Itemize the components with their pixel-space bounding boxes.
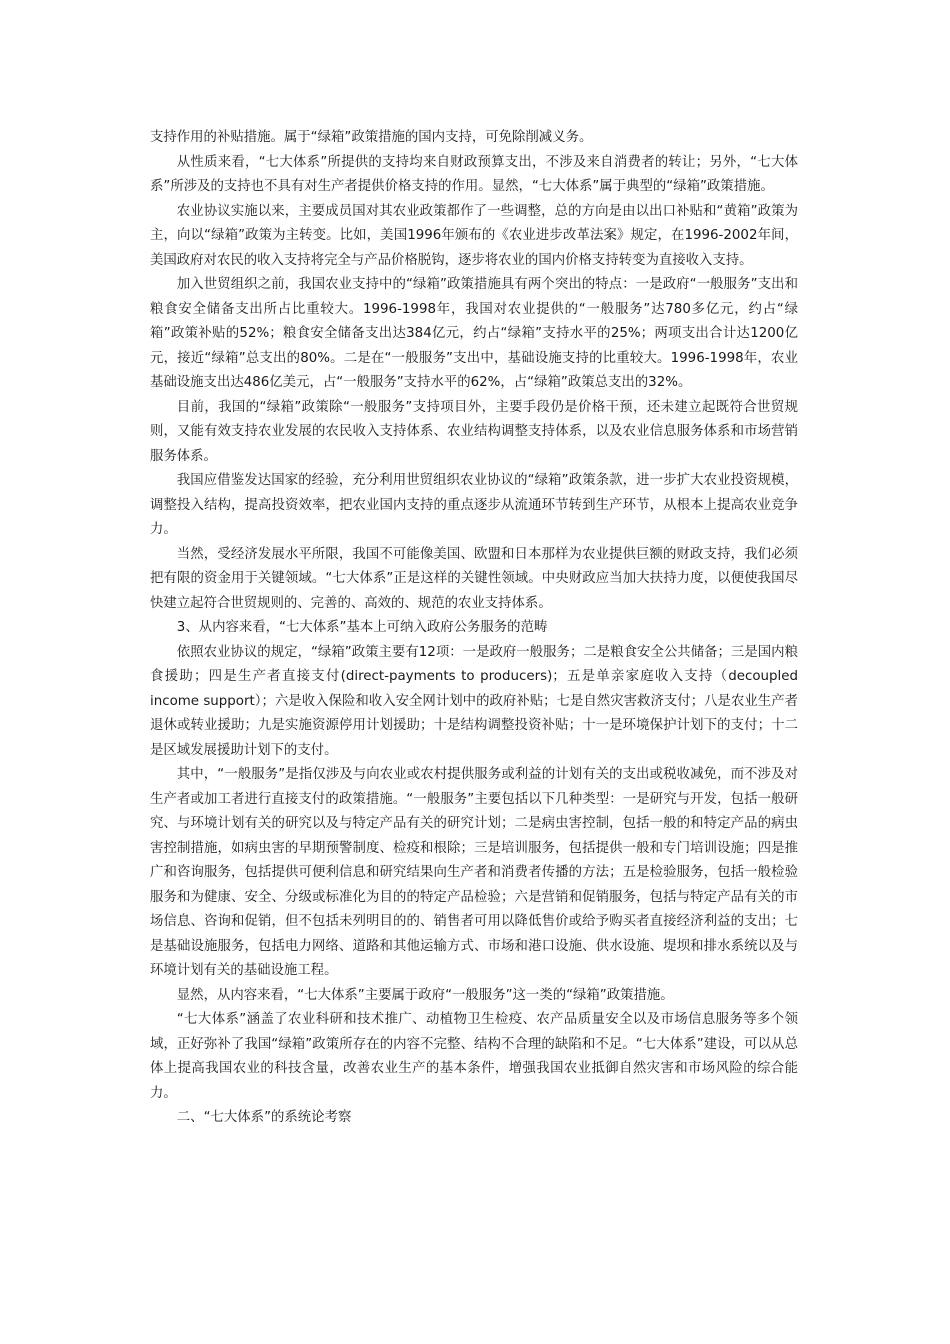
- paragraph-3: 农业协议实施以来，主要成员国对其农业政策都作了一些调整，总的方向是由以出口补贴和“黄箱”政策为主，向以“绿箱”政策为主转变。比如，美国1996年颁布的《农业进步改革法案》规定，在1996-2002年间，美国政府对农民的收入支持将完全与产品价格脱钩，逐步将农业的国内价格支持转变为直接收入支持。: [150, 203, 798, 268]
- paragraph-5: 目前，我国的“绿箱”政策除“一般服务”支持项目外，主要手段仍是价格干预，还未建立起既符合世贸规则，又能有效支持农业发展的农民收入支持体系、农业结构调整支持体系，以及农业信息服务体系和市场营销服务体系。: [150, 399, 798, 464]
- paragraph-4: 加入世贸组织之前，我国农业支持中的“绿箱”政策措施具有两个突出的特点：一是政府“一般服务”支出和粮食安全储备支出所占比重较大。1996-1998年，我国对农业提供的“一般服务”达780多亿元，约占“绿箱”政策补贴的52%；粮食安全储备支出达384亿元，约占“绿箱”支持水平的25%；两项支出合计达1200亿元，接近“绿箱”总支出的80%。二是在“一般服务”支出中，基础设施支持的比重较大。1996-1998年，农业基础设施支出达486亿美元，占“一般服务”支持水平的62%，占“绿箱”政策总支出的32%。: [150, 277, 798, 390]
- document-page: [150, 126, 798, 1131]
- paragraph-12: “七大体系”涵盖了农业科研和技术推广、动植物卫生检疫、农产品质量安全以及市场信息服务等多个领域，正好弥补了我国“绿箱”政策所存在的内容不完整、结构不合理的缺陷和不足。“七大体系”建设，可以从总体上提高我国农业的科技含量，改善农业生产的基本条件，增强我国农业抵御自然灾害和市场风险的综合能力。: [150, 1012, 798, 1101]
- paragraph-10: 其中，“一般服务”是指仅涉及与向农业或农村提供服务或利益的计划有关的支出或税收减免，而不涉及对生产者或加工者进行直接支付的政策措施。“一般服务”主要包括以下几种类型：一是研究与开发，包括一般研究、与环境计划有关的研究以及与特定产品有关的研究计划；二是病虫害控制，包括一般的和特定产品的病虫害控制措施，如病虫害的早期预警制度、检疫和根除；三是培训服务，包括提供一般和专门培训设施；四是推广和咨询服务，包括提供可便利信息和研究结果向生产者和消费者传播的方法；五是检验服务，包括一般检验服务和为健康、安全、分级或标准化为目的的特定产品检验；六是营销和促销服务，包括与特定产品有关的市场信息、咨询和促销，但不包括未列明目的的、销售者可用以降低售价或给予购买者直接经济利益的支出；七是基础设施服务，包括电力网络、道路和其他运输方式、市场和港口设施、供水设施、堤坝和排水系统以及与环境计划有关的基础设施工程。: [150, 767, 798, 978]
- section-heading-2: 二、“七大体系”的系统论考察: [176, 1110, 352, 1125]
- paragraph-11: 显然，从内容来看，“七大体系”主要属于政府“一般服务”这一类的“绿箱”政策措施。: [176, 987, 674, 1003]
- section-heading-3: 3、从内容来看，“七大体系”基本上可纳入政府公务服务的范畴: [176, 620, 548, 635]
- paragraph-1: 支持作用的补贴措施。属于“绿箱”政策措施的国内支持，可免除削减义务。: [150, 130, 593, 145]
- paragraph-9: 依照农业协议的规定，“绿箱”政策主要有12项：一是政府一般服务；二是粮食安全公共储备；三是国内粮食援助；四是生产者直接支付(direct-payments to producers)；五是单亲家庭收入支持（decoupled income support）；六是收入保险和收入安全网计划中的政府补贴；七是自然灾害救济支付；八是农业生产者退休或转业援助；九是实施资源停用计划援助；十是结构调整投资补贴；十一是环境保护计划下的支付；十二是区域发展援助计划下的支付。: [150, 644, 798, 758]
- paragraph-7: 当然，受经济发展水平所限，我国不可能像美国、欧盟和日本那样为农业提供巨额的财政支持，我们必须把有限的资金用于关键领域。“七大体系”正是这样的关键性领域。中央财政应当加大扶持力度，以便使我国尽快建立起符合世贸规则的、完善的、高效的、规范的农业支持体系。: [150, 546, 798, 611]
- paragraph-6: 我国应借鉴发达国家的经验，充分利用世贸组织农业协议的“绿箱”政策条款，进一步扩大农业投资规模，调整投入结构，提高投资效率，把农业国内支持的重点逐步从流通环节转到生产环节，从根本上提高农业竞争力。: [150, 473, 798, 537]
- paragraph-2: 从性质来看，“七大体系”所提供的支持均来自财政预算支出，不涉及来自消费者的转让；另外，“七大体系”所涉及的支持也不具有对生产者提供价格支持的作用。显然，“七大体系”属于典型的“绿箱”政策措施。: [150, 154, 798, 194]
